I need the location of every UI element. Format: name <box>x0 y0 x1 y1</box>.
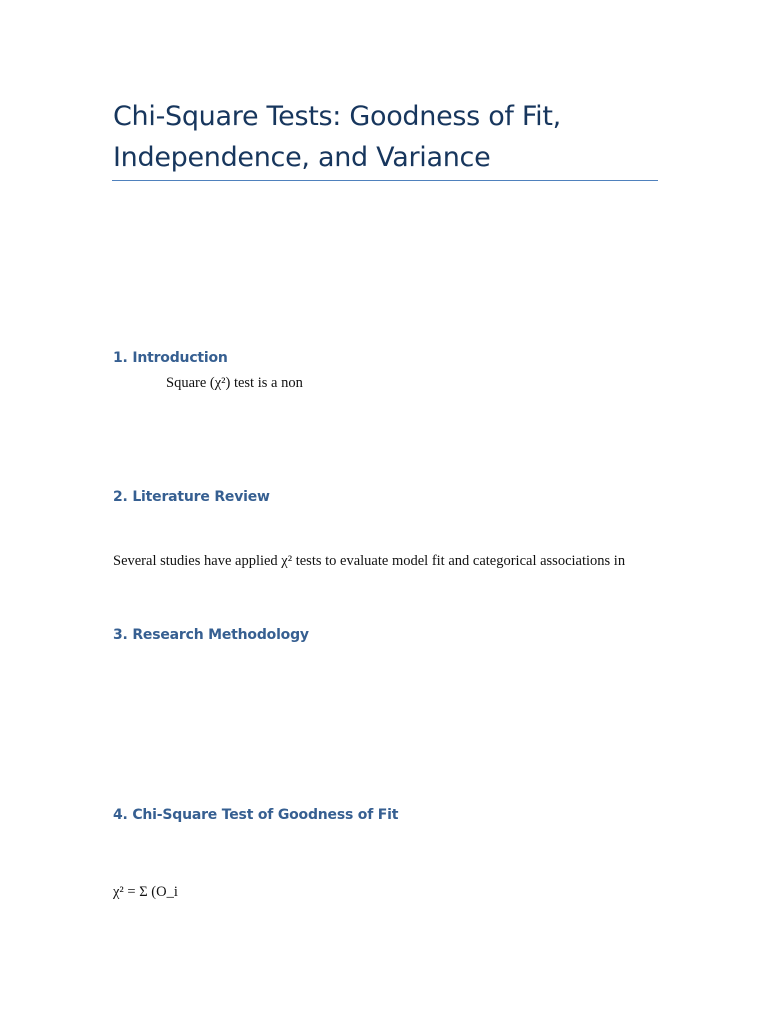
document-title: Chi-Square Tests: Goodness of Fit, Independence, and Variance <box>113 101 561 173</box>
title-underline <box>112 180 658 181</box>
section-heading-goodness-of-fit: 4. Chi-Square Test of Goodness of Fit <box>113 807 399 823</box>
literature-review-text: Several studies have applied χ² tests to evaluate model fit and categorical associations in <box>113 553 626 569</box>
section-heading-research-methodology: 3. Research Methodology <box>113 627 309 643</box>
section-heading-introduction: 1. Introduction <box>113 350 228 366</box>
introduction-text: Square (χ²) test is a non <box>166 375 303 391</box>
section-heading-literature-review: 2. Literature Review <box>113 489 270 505</box>
goodness-of-fit-formula: χ² = Σ (O_i <box>113 884 178 900</box>
